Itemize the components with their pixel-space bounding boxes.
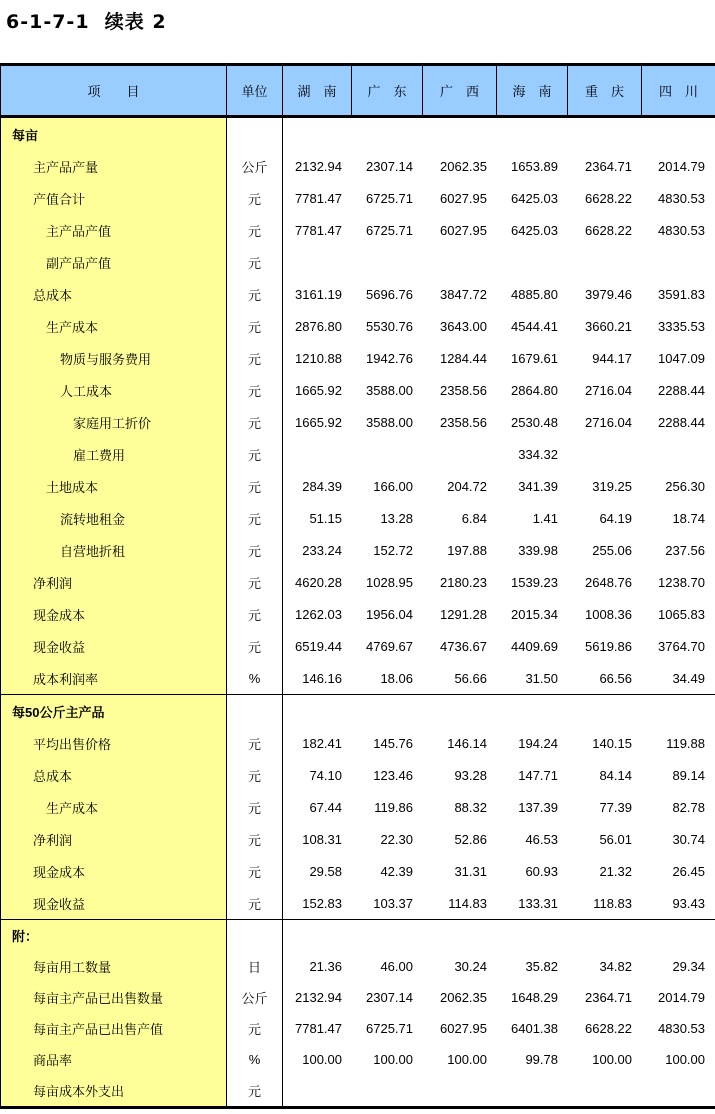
value-cell-hainan: 1.41 bbox=[532, 510, 558, 526]
value-cell-sichuan bbox=[642, 246, 715, 278]
table-row bbox=[1, 630, 715, 662]
value-cell-chongqing: 6628.22 bbox=[585, 190, 632, 206]
value-cell bbox=[568, 118, 642, 150]
value-cell-chongqing: 255.06 bbox=[592, 542, 632, 558]
value-cell-hunan: 182.41 bbox=[302, 735, 342, 751]
value-cell-guangdong: 5530.76 bbox=[366, 318, 413, 334]
table-row bbox=[1, 374, 715, 406]
unit-cell: % bbox=[227, 1044, 283, 1075]
table-body bbox=[1, 118, 715, 1106]
value-cell-hunan bbox=[283, 1075, 352, 1106]
value-cell bbox=[642, 920, 715, 951]
value-cell bbox=[423, 695, 497, 727]
item-label-cell: 生产成本 bbox=[1, 791, 227, 823]
unit-cell: 元 bbox=[227, 759, 283, 791]
unit-cell: 元 bbox=[227, 566, 283, 598]
value-cell-guangdong bbox=[352, 1075, 423, 1106]
value-cell-hunan: 29.58 bbox=[309, 863, 342, 879]
value-cell-guangxi: 2062.35 bbox=[440, 158, 487, 174]
value-cell-sichuan: 29.34 bbox=[672, 959, 705, 974]
unit-cell: 元 bbox=[227, 246, 283, 278]
table-row bbox=[1, 727, 715, 759]
value-cell bbox=[497, 695, 568, 727]
value-cell-sichuan: 34.49 bbox=[672, 670, 705, 686]
table-row bbox=[1, 791, 715, 823]
unit-cell: 元 bbox=[227, 470, 283, 502]
value-cell-guangxi: 100.00 bbox=[447, 1052, 487, 1067]
value-cell-hunan: 108.31 bbox=[302, 831, 342, 847]
table-row bbox=[1, 1075, 715, 1106]
table-section bbox=[1, 694, 715, 919]
item-label-cell: 净利润 bbox=[1, 823, 227, 855]
value-cell-guangdong: 22.30 bbox=[380, 831, 413, 847]
value-cell-chongqing: 2364.71 bbox=[585, 158, 632, 174]
value-cell-sichuan: 256.30 bbox=[665, 478, 705, 494]
value-cell-chongqing: 2716.04 bbox=[585, 382, 632, 398]
value-cell-sichuan bbox=[642, 438, 715, 470]
value-cell-hunan: 74.10 bbox=[309, 767, 342, 783]
value-cell-sichuan: 3591.83 bbox=[658, 286, 705, 302]
value-cell-hainan: 137.39 bbox=[518, 799, 558, 815]
value-cell-guangdong: 123.46 bbox=[373, 767, 413, 783]
unit-cell: 元 bbox=[227, 278, 283, 310]
unit-cell: 元 bbox=[227, 630, 283, 662]
data-table bbox=[0, 63, 715, 1109]
value-cell-chongqing: 34.82 bbox=[599, 959, 632, 974]
table-section bbox=[1, 919, 715, 1106]
value-cell-chongqing: 6628.22 bbox=[585, 222, 632, 238]
item-label-cell: 每亩主产品已出售产值 bbox=[1, 1013, 227, 1044]
value-cell-guangxi bbox=[423, 246, 497, 278]
unit-cell: 公斤 bbox=[227, 982, 283, 1013]
value-cell-hunan: 6519.44 bbox=[295, 638, 342, 654]
value-cell-chongqing: 100.00 bbox=[592, 1052, 632, 1067]
col-header-sichuan: 四 川 bbox=[658, 84, 698, 99]
unit-cell: 元 bbox=[227, 887, 283, 919]
value-cell-hainan: 341.39 bbox=[518, 478, 558, 494]
item-label-cell: 现金成本 bbox=[1, 598, 227, 630]
value-cell-chongqing: 56.01 bbox=[599, 831, 632, 847]
item-label-cell: 商品率 bbox=[1, 1044, 227, 1075]
value-cell-sichuan: 93.43 bbox=[672, 895, 705, 911]
value-cell-guangdong: 103.37 bbox=[373, 895, 413, 911]
item-label-cell: 成本利润率 bbox=[1, 662, 227, 694]
value-cell-hunan: 4620.28 bbox=[295, 574, 342, 590]
value-cell-sichuan: 100.00 bbox=[665, 1052, 705, 1067]
col-header-item: 项 目 bbox=[1, 66, 227, 115]
item-label-cell: 现金收益 bbox=[1, 887, 227, 919]
value-cell-guangdong bbox=[352, 438, 423, 470]
value-cell-guangxi: 30.24 bbox=[454, 959, 487, 974]
value-cell-guangxi: 2358.56 bbox=[440, 414, 487, 430]
value-cell-hainan: 1653.89 bbox=[511, 158, 558, 174]
value-cell-chongqing: 64.19 bbox=[599, 510, 632, 526]
item-label-cell: 生产成本 bbox=[1, 310, 227, 342]
table-row bbox=[1, 470, 715, 502]
unit-cell: 元 bbox=[227, 1075, 283, 1106]
value-cell-hunan: 100.00 bbox=[302, 1052, 342, 1067]
table-row bbox=[1, 887, 715, 919]
value-cell-chongqing: 5619.86 bbox=[585, 638, 632, 654]
item-label-cell: 每亩用工数量 bbox=[1, 951, 227, 982]
value-cell-hunan: 3161.19 bbox=[295, 286, 342, 302]
table-row bbox=[1, 823, 715, 855]
value-cell bbox=[568, 695, 642, 727]
value-cell-hunan: 152.83 bbox=[302, 895, 342, 911]
value-cell-sichuan: 4830.53 bbox=[658, 222, 705, 238]
value-cell-guangdong: 3588.00 bbox=[366, 382, 413, 398]
value-cell-hunan: 284.39 bbox=[302, 478, 342, 494]
value-cell-sichuan: 4830.53 bbox=[658, 1021, 705, 1036]
unit-cell: 元 bbox=[227, 310, 283, 342]
value-cell-guangdong: 42.39 bbox=[380, 863, 413, 879]
value-cell-chongqing: 2648.76 bbox=[585, 574, 632, 590]
unit-cell: 元 bbox=[227, 534, 283, 566]
value-cell-hunan: 1665.92 bbox=[295, 382, 342, 398]
value-cell-chongqing: 21.32 bbox=[599, 863, 632, 879]
value-cell-hunan: 67.44 bbox=[309, 799, 342, 815]
table-row bbox=[1, 534, 715, 566]
value-cell bbox=[352, 920, 423, 951]
value-cell-guangxi: 2062.35 bbox=[440, 990, 487, 1005]
table-row bbox=[1, 662, 715, 694]
item-label-cell: 土地成本 bbox=[1, 470, 227, 502]
unit-cell: 元 bbox=[227, 214, 283, 246]
value-cell bbox=[642, 118, 715, 150]
unit-cell bbox=[227, 920, 283, 951]
table-row bbox=[1, 951, 715, 982]
value-cell-guangxi: 146.14 bbox=[447, 735, 487, 751]
value-cell-chongqing: 2364.71 bbox=[585, 990, 632, 1005]
value-cell bbox=[568, 920, 642, 951]
table-row bbox=[1, 598, 715, 630]
unit-cell: 元 bbox=[227, 855, 283, 887]
value-cell-hunan: 2132.94 bbox=[295, 990, 342, 1005]
value-cell-guangdong: 6725.71 bbox=[366, 1021, 413, 1036]
value-cell bbox=[283, 695, 352, 727]
unit-cell: 元 bbox=[227, 502, 283, 534]
value-cell-guangdong: 13.28 bbox=[380, 510, 413, 526]
item-label-cell: 平均出售价格 bbox=[1, 727, 227, 759]
value-cell-guangdong: 18.06 bbox=[380, 670, 413, 686]
unit-cell bbox=[227, 118, 283, 150]
item-label-cell: 每亩主产品已出售数量 bbox=[1, 982, 227, 1013]
value-cell-hainan: 4544.41 bbox=[511, 318, 558, 334]
value-cell-hainan: 339.98 bbox=[518, 542, 558, 558]
value-cell-hainan: 4409.69 bbox=[511, 638, 558, 654]
unit-cell: 元 bbox=[227, 1013, 283, 1044]
value-cell-chongqing: 77.39 bbox=[599, 799, 632, 815]
item-label-cell: 总成本 bbox=[1, 278, 227, 310]
value-cell-sichuan: 2014.79 bbox=[658, 158, 705, 174]
value-cell bbox=[352, 695, 423, 727]
value-cell-sichuan: 30.74 bbox=[672, 831, 705, 847]
value-cell-hunan: 1262.03 bbox=[295, 606, 342, 622]
value-cell-hainan: 99.78 bbox=[525, 1052, 558, 1067]
value-cell-sichuan: 1238.70 bbox=[658, 574, 705, 590]
item-label-cell: 雇工费用 bbox=[1, 438, 227, 470]
value-cell bbox=[497, 118, 568, 150]
value-cell-guangxi: 56.66 bbox=[454, 670, 487, 686]
value-cell-hunan: 2876.80 bbox=[295, 318, 342, 334]
value-cell-guangdong: 6725.71 bbox=[366, 222, 413, 238]
value-cell-sichuan: 4830.53 bbox=[658, 190, 705, 206]
table-row bbox=[1, 278, 715, 310]
value-cell-guangxi: 6027.95 bbox=[440, 190, 487, 206]
value-cell-guangxi bbox=[423, 438, 497, 470]
value-cell-guangdong: 1028.95 bbox=[366, 574, 413, 590]
value-cell-guangdong: 100.00 bbox=[373, 1052, 413, 1067]
value-cell-guangxi: 204.72 bbox=[447, 478, 487, 494]
value-cell-guangxi: 88.32 bbox=[454, 799, 487, 815]
table-row bbox=[1, 246, 715, 278]
value-cell bbox=[423, 920, 497, 951]
value-cell-guangdong: 6725.71 bbox=[366, 190, 413, 206]
value-cell-chongqing: 319.25 bbox=[592, 478, 632, 494]
value-cell-chongqing: 118.83 bbox=[593, 895, 632, 911]
value-cell-hainan: 2864.80 bbox=[511, 382, 558, 398]
value-cell-chongqing: 2716.04 bbox=[585, 414, 632, 430]
value-cell-guangxi: 114.83 bbox=[448, 895, 487, 911]
table-row bbox=[1, 855, 715, 887]
table-section bbox=[1, 118, 715, 694]
value-cell bbox=[352, 118, 423, 150]
item-label-cell: 每亩成本外支出 bbox=[1, 1075, 227, 1106]
table-row bbox=[1, 566, 715, 598]
value-cell-guangxi: 2180.23 bbox=[440, 574, 487, 590]
value-cell-guangxi: 6027.95 bbox=[440, 1021, 487, 1036]
value-cell-hunan: 2132.94 bbox=[295, 158, 342, 174]
value-cell-sichuan: 1047.09 bbox=[658, 350, 705, 366]
value-cell-hainan: 147.71 bbox=[518, 767, 558, 783]
col-header-guangxi: 广 西 bbox=[423, 66, 497, 115]
table-row bbox=[1, 982, 715, 1013]
value-cell-hunan: 7781.47 bbox=[295, 1021, 342, 1036]
value-cell-guangxi: 3643.00 bbox=[440, 318, 487, 334]
unit-cell: 元 bbox=[227, 598, 283, 630]
section-title-cell: 每50公斤主产品 bbox=[1, 695, 227, 727]
section-header-row bbox=[1, 920, 715, 951]
section-title-cell: 每亩 bbox=[1, 118, 227, 150]
item-label-cell: 自营地折租 bbox=[1, 534, 227, 566]
unit-cell: 元 bbox=[227, 727, 283, 759]
value-cell-sichuan: 1065.83 bbox=[658, 606, 705, 622]
value-cell-sichuan: 82.78 bbox=[672, 799, 705, 815]
unit-cell: 元 bbox=[227, 438, 283, 470]
unit-cell: 日 bbox=[227, 951, 283, 982]
value-cell-hainan: 6401.38 bbox=[511, 1021, 558, 1036]
item-label-cell: 总成本 bbox=[1, 759, 227, 791]
value-cell-chongqing: 3660.21 bbox=[585, 318, 632, 334]
unit-cell: 元 bbox=[227, 342, 283, 374]
value-cell-guangxi: 3847.72 bbox=[440, 286, 487, 302]
value-cell-hunan: 1210.88 bbox=[295, 350, 342, 366]
value-cell-sichuan: 89.14 bbox=[672, 767, 705, 783]
value-cell-hainan bbox=[497, 1075, 568, 1106]
col-header-hainan: 海 南 bbox=[497, 66, 568, 115]
value-cell bbox=[283, 118, 352, 150]
item-label-cell: 产值合计 bbox=[1, 182, 227, 214]
value-cell-sichuan: 26.45 bbox=[672, 863, 705, 879]
value-cell-chongqing: 1008.36 bbox=[585, 606, 632, 622]
table-row bbox=[1, 310, 715, 342]
value-cell-guangdong: 1942.76 bbox=[366, 350, 413, 366]
value-cell-sichuan: 18.74 bbox=[672, 510, 705, 526]
unit-cell: 元 bbox=[227, 791, 283, 823]
item-label-cell: 现金收益 bbox=[1, 630, 227, 662]
col-header-chongqing: 重 庆 bbox=[568, 66, 642, 115]
value-cell-guangdong bbox=[352, 246, 423, 278]
table-row bbox=[1, 438, 715, 470]
value-cell bbox=[642, 695, 715, 727]
value-cell-hunan: 7781.47 bbox=[295, 190, 342, 206]
value-cell-guangdong: 1956.04 bbox=[366, 606, 413, 622]
unit-cell: 元 bbox=[227, 823, 283, 855]
value-cell-hainan: 194.24 bbox=[518, 735, 558, 751]
value-cell-guangxi bbox=[423, 1075, 497, 1106]
value-cell-guangxi: 6.84 bbox=[461, 510, 487, 526]
value-cell-guangxi: 4736.67 bbox=[440, 638, 487, 654]
value-cell-hunan bbox=[283, 438, 352, 470]
value-cell-guangdong: 152.72 bbox=[373, 542, 413, 558]
value-cell-chongqing: 84.14 bbox=[599, 767, 632, 783]
value-cell-chongqing bbox=[568, 438, 642, 470]
unit-cell: % bbox=[227, 662, 283, 694]
value-cell-guangxi: 31.31 bbox=[454, 863, 487, 879]
value-cell-sichuan: 2288.44 bbox=[658, 414, 705, 430]
value-cell-hunan: 7781.47 bbox=[295, 222, 342, 238]
value-cell-guangdong: 166.00 bbox=[373, 478, 413, 494]
value-cell-chongqing bbox=[568, 1075, 642, 1106]
value-cell bbox=[423, 118, 497, 150]
value-cell-hunan: 233.24 bbox=[302, 542, 342, 558]
table-row bbox=[1, 1044, 715, 1075]
value-cell-chongqing: 6628.22 bbox=[585, 1021, 632, 1036]
value-cell-sichuan: 119.88 bbox=[666, 735, 705, 751]
value-cell-guangxi: 197.88 bbox=[447, 542, 487, 558]
value-cell-guangdong: 4769.67 bbox=[366, 638, 413, 654]
value-cell-guangdong: 145.76 bbox=[373, 735, 413, 751]
item-label-cell: 流转地租金 bbox=[1, 502, 227, 534]
item-label-cell: 副产品产值 bbox=[1, 246, 227, 278]
value-cell-sichuan: 3335.53 bbox=[658, 318, 705, 334]
value-cell-hainan: 60.93 bbox=[525, 863, 558, 879]
col-header-guangdong: 广 东 bbox=[352, 66, 423, 115]
unit-cell: 元 bbox=[227, 374, 283, 406]
value-cell-hainan: 46.53 bbox=[525, 831, 558, 847]
value-cell-guangdong: 119.86 bbox=[374, 799, 413, 815]
value-cell-guangdong: 2307.14 bbox=[366, 158, 413, 174]
table-row bbox=[1, 1013, 715, 1044]
table-row bbox=[1, 406, 715, 438]
value-cell-sichuan: 2014.79 bbox=[658, 990, 705, 1005]
value-cell-guangxi: 2358.56 bbox=[440, 382, 487, 398]
item-label-cell: 主产品产量 bbox=[1, 150, 227, 182]
value-cell-chongqing: 66.56 bbox=[599, 670, 632, 686]
item-label-cell: 主产品产值 bbox=[1, 214, 227, 246]
section-header-row bbox=[1, 118, 715, 150]
value-cell-hunan: 1665.92 bbox=[295, 414, 342, 430]
table-row bbox=[1, 150, 715, 182]
page-title: 6-1-7-1 续表 2 bbox=[6, 11, 167, 33]
value-cell-guangxi: 6027.95 bbox=[440, 222, 487, 238]
value-cell bbox=[497, 920, 568, 951]
col-header-hunan: 湖 南 bbox=[283, 66, 352, 115]
table-header-row bbox=[1, 66, 715, 118]
value-cell-hainan: 133.31 bbox=[518, 895, 558, 911]
table-row bbox=[1, 759, 715, 791]
value-cell-hainan: 6425.03 bbox=[511, 190, 558, 206]
value-cell-hainan: 31.50 bbox=[525, 670, 558, 686]
unit-cell: 公斤 bbox=[227, 150, 283, 182]
value-cell-guangdong: 2307.14 bbox=[366, 990, 413, 1005]
value-cell-chongqing: 140.15 bbox=[592, 735, 632, 751]
value-cell-chongqing: 3979.46 bbox=[585, 286, 632, 302]
value-cell-hunan: 21.36 bbox=[309, 959, 342, 974]
value-cell-hainan: 1539.23 bbox=[511, 574, 558, 590]
value-cell-chongqing bbox=[568, 246, 642, 278]
item-label-cell: 净利润 bbox=[1, 566, 227, 598]
unit-cell bbox=[227, 695, 283, 727]
value-cell-guangxi: 1284.44 bbox=[440, 350, 487, 366]
col-header-unit: 单位 bbox=[227, 66, 283, 115]
unit-cell: 元 bbox=[227, 182, 283, 214]
section-title-cell: 附： bbox=[1, 920, 227, 951]
unit-cell: 元 bbox=[227, 406, 283, 438]
value-cell-hainan: 6425.03 bbox=[511, 222, 558, 238]
value-cell-hunan bbox=[283, 246, 352, 278]
value-cell-hainan: 1648.29 bbox=[511, 990, 558, 1005]
value-cell-hainan: 2015.34 bbox=[511, 606, 558, 622]
table-row bbox=[1, 182, 715, 214]
value-cell bbox=[283, 920, 352, 951]
value-cell-hainan: 1679.61 bbox=[511, 350, 558, 366]
value-cell-hunan: 146.16 bbox=[302, 670, 342, 686]
value-cell-sichuan: 237.56 bbox=[665, 542, 705, 558]
value-cell-hainan: 4885.80 bbox=[511, 286, 558, 302]
value-cell-sichuan: 3764.70 bbox=[658, 638, 705, 654]
value-cell-guangxi: 52.86 bbox=[454, 831, 487, 847]
value-cell-guangdong: 5696.76 bbox=[366, 286, 413, 302]
value-cell-hainan: 2530.48 bbox=[511, 414, 558, 430]
value-cell-guangdong: 3588.00 bbox=[366, 414, 413, 430]
value-cell-guangxi: 1291.28 bbox=[440, 606, 487, 622]
value-cell-sichuan: 2288.44 bbox=[658, 382, 705, 398]
value-cell-hunan: 51.15 bbox=[309, 510, 342, 526]
value-cell-sichuan bbox=[642, 1075, 715, 1106]
section-header-row bbox=[1, 695, 715, 727]
item-label-cell: 人工成本 bbox=[1, 374, 227, 406]
item-label-cell: 物质与服务费用 bbox=[1, 342, 227, 374]
table-row bbox=[1, 502, 715, 534]
table-row bbox=[1, 342, 715, 374]
table-row bbox=[1, 214, 715, 246]
item-label-cell: 家庭用工折价 bbox=[1, 406, 227, 438]
value-cell-chongqing: 944.17 bbox=[592, 350, 632, 366]
value-cell-guangdong: 46.00 bbox=[380, 959, 413, 974]
value-cell-hainan: 334.32 bbox=[518, 446, 558, 462]
value-cell-hainan bbox=[497, 246, 568, 278]
item-label-cell: 现金成本 bbox=[1, 855, 227, 887]
value-cell-hainan: 35.82 bbox=[525, 959, 558, 974]
value-cell-guangxi: 93.28 bbox=[454, 767, 487, 783]
